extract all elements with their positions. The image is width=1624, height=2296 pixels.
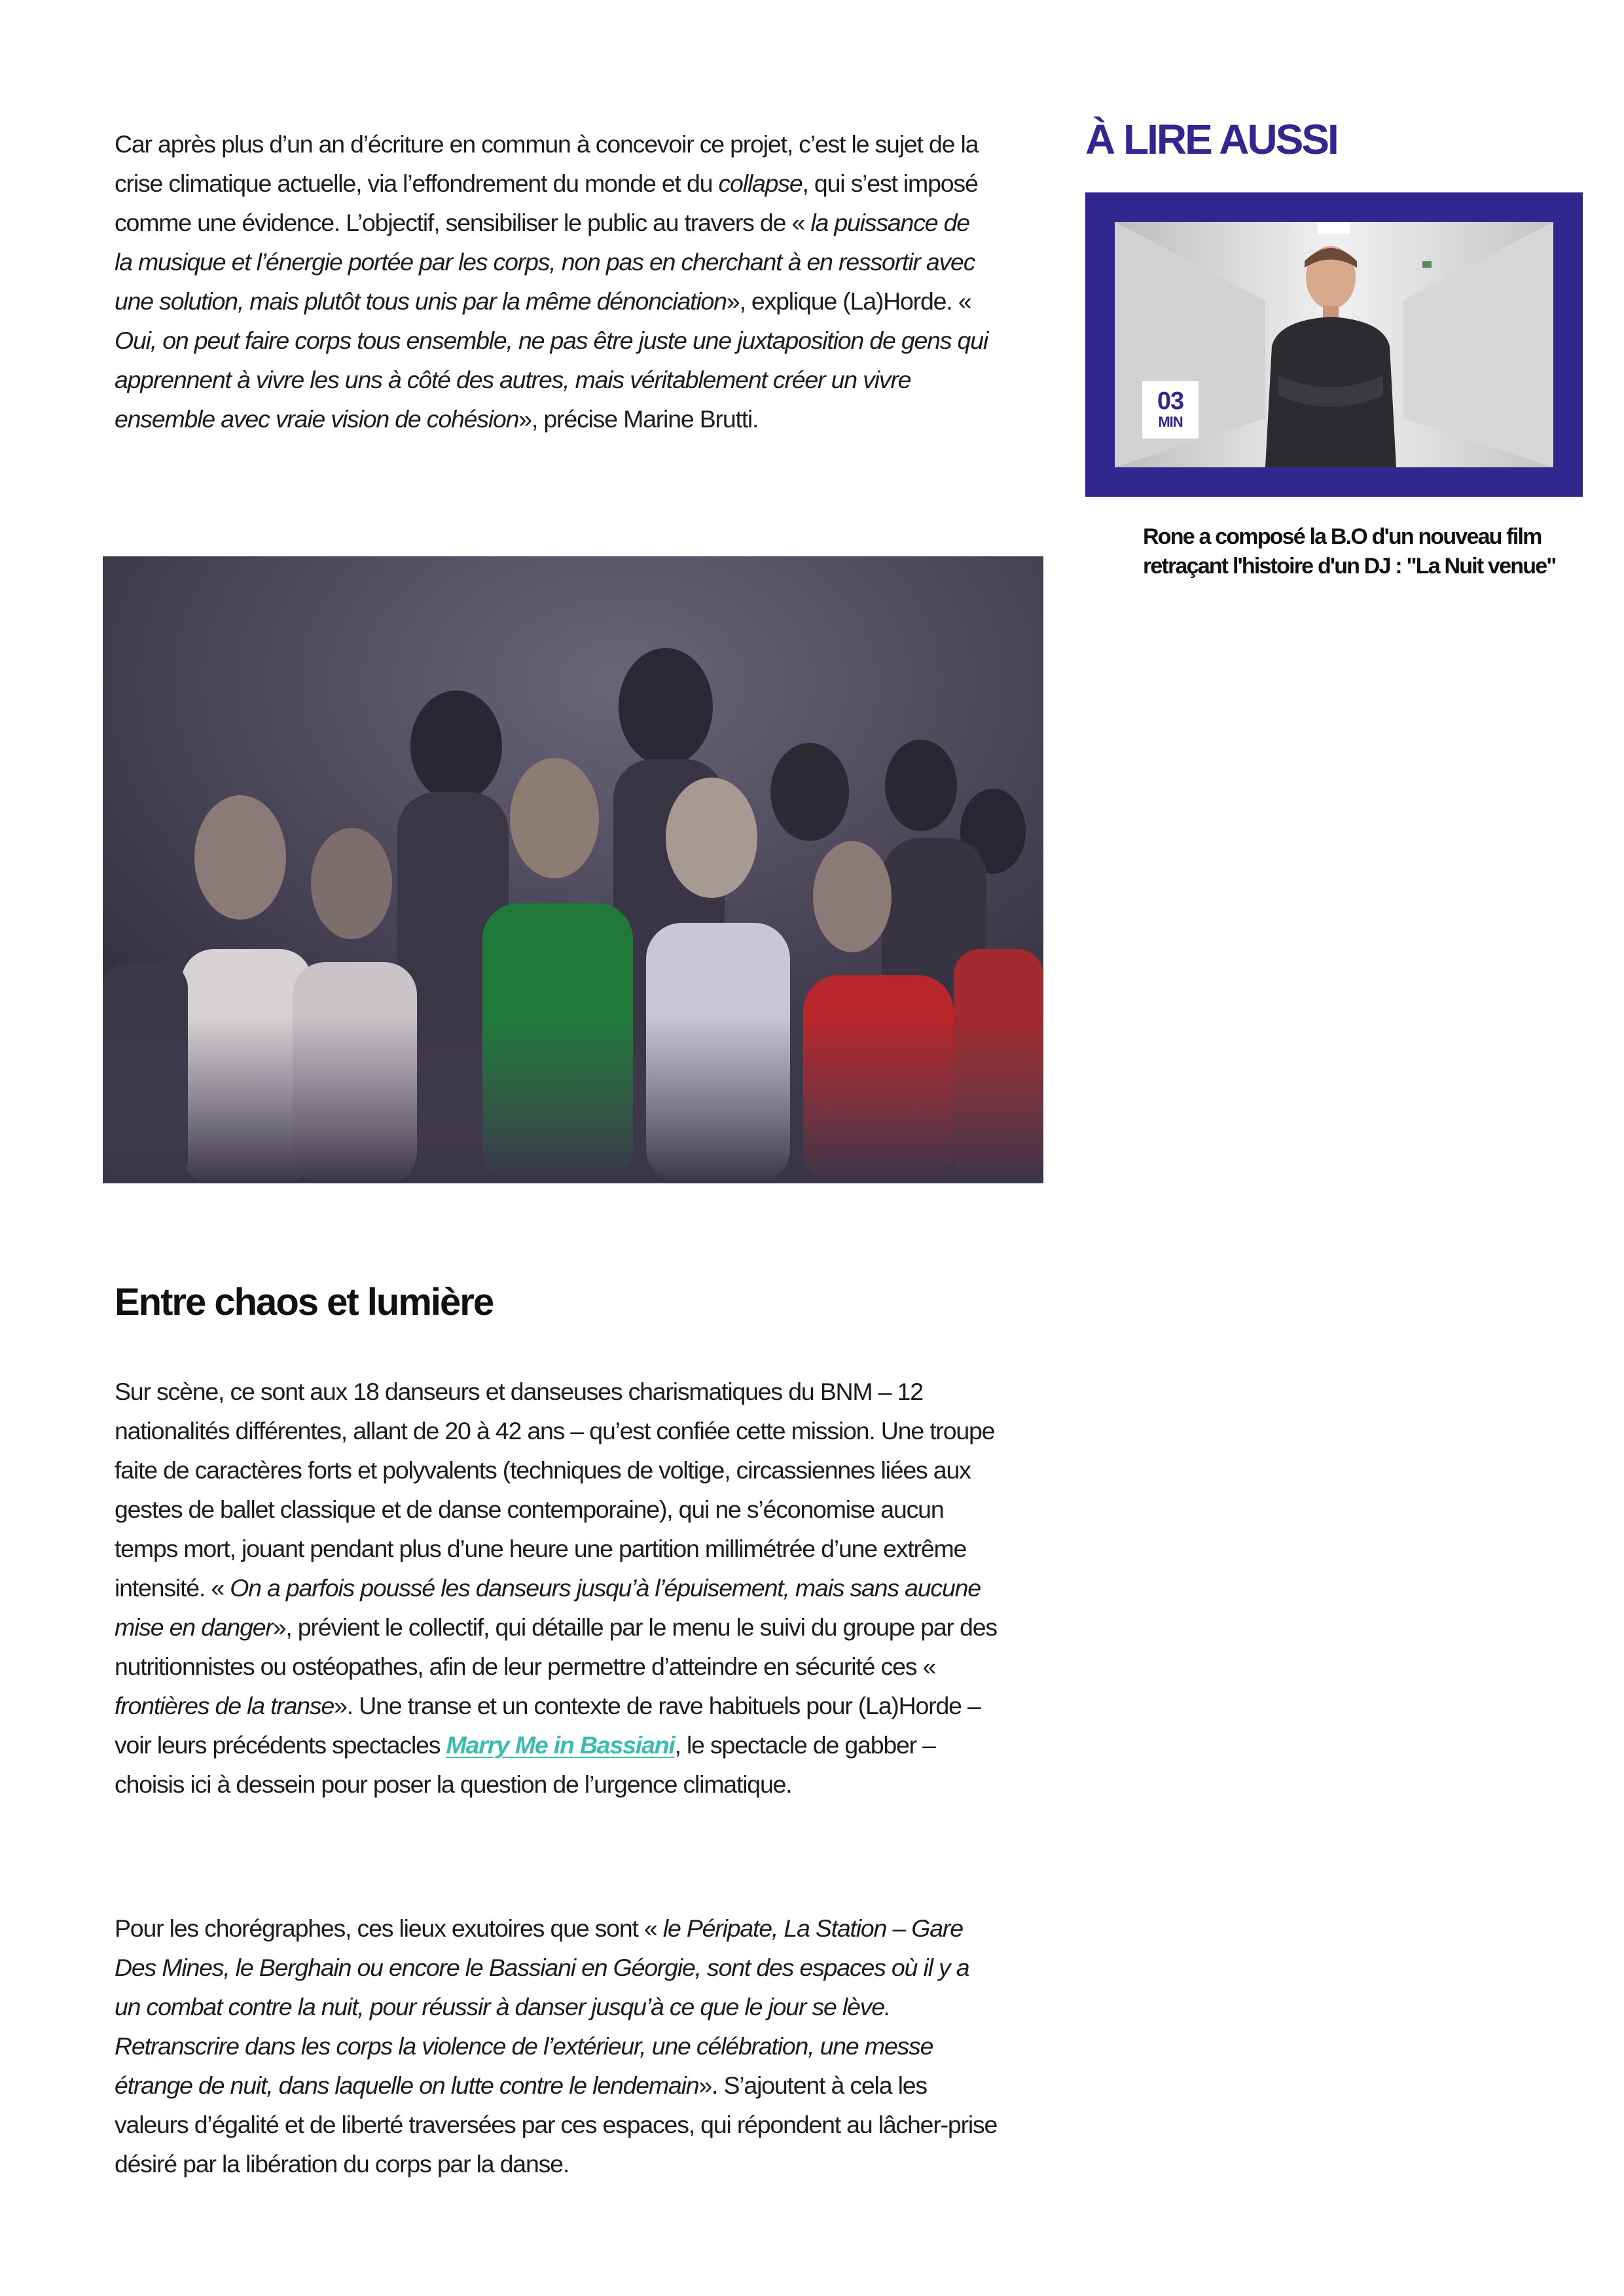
related-articles-sidebar [1085, 110, 1583, 579]
italic-quote: frontières de la transe [115, 1692, 334, 1719]
italic-quote: le Péripate, La Station – Gare Des Mines, le Berghain ou encore le Bassiani en Géorgie, sont des espaces où il y a un combat contre la nuit, pour réussir à danser jusqu’à ce que le jour se lève. Retranscrire dans les corps la violence de l’extérieur, une célébration, une messe étrange de nuit, dans laquelle on lutte contre le lendemain [115, 1914, 969, 2099]
italic-quote: la puissance de la musique et l’énergie portée par les corps, non pas en cherchant à en ressortir avec une solution, mais plutôt tous unis par la même dénonciation [115, 209, 975, 315]
italic-quote: On a parfois poussé les danseurs jusqu’à l’épuisement, mais sans aucune mise en danger [115, 1574, 981, 1641]
related-card-image[interactable] [1115, 222, 1553, 467]
italic-quote: collapse [718, 170, 803, 197]
text-run: ». S’ajoutent à cela les valeurs d’égalité et de liberté traversées par ces espaces, qui répondent au lâcher-prise désiré par la libération du corps par la danse. [115, 2072, 998, 2178]
section-title: Entre chaos et lumière [115, 1281, 494, 1323]
related-heading: À LIRE AUSSI [1085, 116, 1337, 163]
article-paragraph-1 [115, 124, 992, 439]
related-card[interactable] [1085, 192, 1583, 497]
article-paragraph-2 [115, 1372, 998, 1804]
italic-quote: Oui, on peut faire corps tous ensemble, ne pas être juste une juxtaposition de gens qui apprennent à vivre les uns à côté des autres, mais véritablement créer un vivre ensemble avec vraie vision de cohésion [115, 327, 988, 433]
read-time-unit: MIN [1158, 414, 1183, 430]
article-paragraph-3 [115, 1909, 998, 2183]
related-card-title-link[interactable]: Rone a composé la B.O d'un nouveau film retraçant l'histoire d'un DJ : "La Nuit venue" [1143, 524, 1556, 579]
text-run: Sur scène, ce sont aux 18 danseurs et danseuses charismatiques du BNM – 12 nationalités différentes, allant de 20 à 42 ans – qu’est confiée cette mission. Une troupe faite de caractères forts et polyvalents (techniques de voltige, circassiennes liées aux gestes de ballet classique et de danse contemporaine), qui ne s’économise aucun temps mort, jouant pendant plus d’une heure une partition millimétrée d’une extrême intensité. « [115, 1378, 995, 1602]
read-time-badge [1142, 381, 1199, 439]
text-run: Car après plus d’un an d’écriture en commun à concevoir ce projet, c’est le sujet de la crise climatique actuelle, via l’effondrement du monde et du [115, 130, 979, 197]
text-run: , le spectacle de gabber – choisis ici à dessein pour poser la question de l’urgence climatique. [115, 1731, 935, 1798]
text-run: », prévient le collectif, qui détaille par le menu le suivi du groupe par des nutritionnistes ou ostéopathes, afin de leur permettre d’atteindre en sécurité ces « [115, 1613, 997, 1680]
text-run: », précise Marine Brutti. [518, 405, 759, 433]
dance-stage-photo [103, 556, 1043, 1183]
text-run: », explique (La)Horde. « [726, 287, 971, 315]
text-run: , qui s’est imposé comme une évidence. L’objectif, sensibiliser le public au travers de « [115, 170, 978, 236]
read-time-value: 03 [1157, 387, 1184, 415]
article-link[interactable]: Marry Me in Bassiani [446, 1731, 675, 1759]
text-run: ». Une transe et un contexte de rave habituels pour (La)Horde – voir leurs précédents spectacles [115, 1692, 981, 1759]
text-run: Pour les chorégraphes, ces lieux exutoires que sont « [115, 1914, 663, 1942]
